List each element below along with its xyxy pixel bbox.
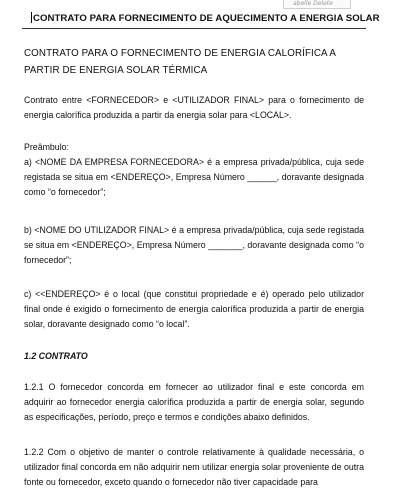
clause-1-2-1: 1.2.1 O fornecedor concorda em fornecer ao utilizador final e este concorda em adquirir ao fornecedor energia calorífica produzida a partir de energia solar, segundo as especificações, período, preço e termos e condições abaixo definidos. — [24, 382, 364, 422]
page-header — [31, 12, 380, 24]
intro-paragraph: Contrato entre <FORNECEDOR> e <UTILIZADOR FINAL> para o fornecimento de energia calorífica produzida a partir da energia solar para <LOCAL>. — [24, 95, 364, 120]
document-title: CONTRATO PARA O FORNECIMENTO DE ENERGIA CALORÍFICA A PARTIR DE ENERGIA SOLAR TÉRMICA — [24, 48, 336, 76]
clause-b: b) <NOME DO UTILIZADOR FINAL> é a empresa privada/pública, cuja sede registada se situa em <ENDEREÇO>, Empresa Número _______, doravante designada como “o fornecedor”; — [24, 225, 364, 265]
clause-c: c) <<ENDEREÇO> é o local (que constitui propriedade e é) operado pelo utilizador final onde é exigido o fornecimento de energia calorífica produzida a partir de energia solar, doravante designado como “o local”. — [24, 289, 364, 329]
text-cursor — [31, 12, 32, 23]
page-header-title: CONTRATO PARA FORNECIMENTO DE AQUECIMENTO A ENERGIA SOLAR — [33, 13, 380, 24]
clause-a: a) <NOME DA EMPRESA FORNECEDORA> é a empresa privada/pública, cuja sede registada se situa em <ENDEREÇO>, Empresa Número ______, doravante designada como “o fornecedor”; — [24, 157, 364, 197]
header-divider — [22, 28, 366, 29]
preamble-label: Preâmbulo: — [24, 142, 69, 152]
section-heading: 1.2 CONTRATO — [24, 351, 88, 361]
clause-1-2-2: 1.2.2 Com o objetivo de manter o controle relativamente à qualidade necessária, o utilizador final concorda em não adquirir nem utilizar energia solar proveniente de outra fonte ou fornecedor, exceto quando o fornecedor não tiver capacidade para — [24, 447, 364, 487]
header-field-text: abelle Delete — [293, 0, 333, 7]
